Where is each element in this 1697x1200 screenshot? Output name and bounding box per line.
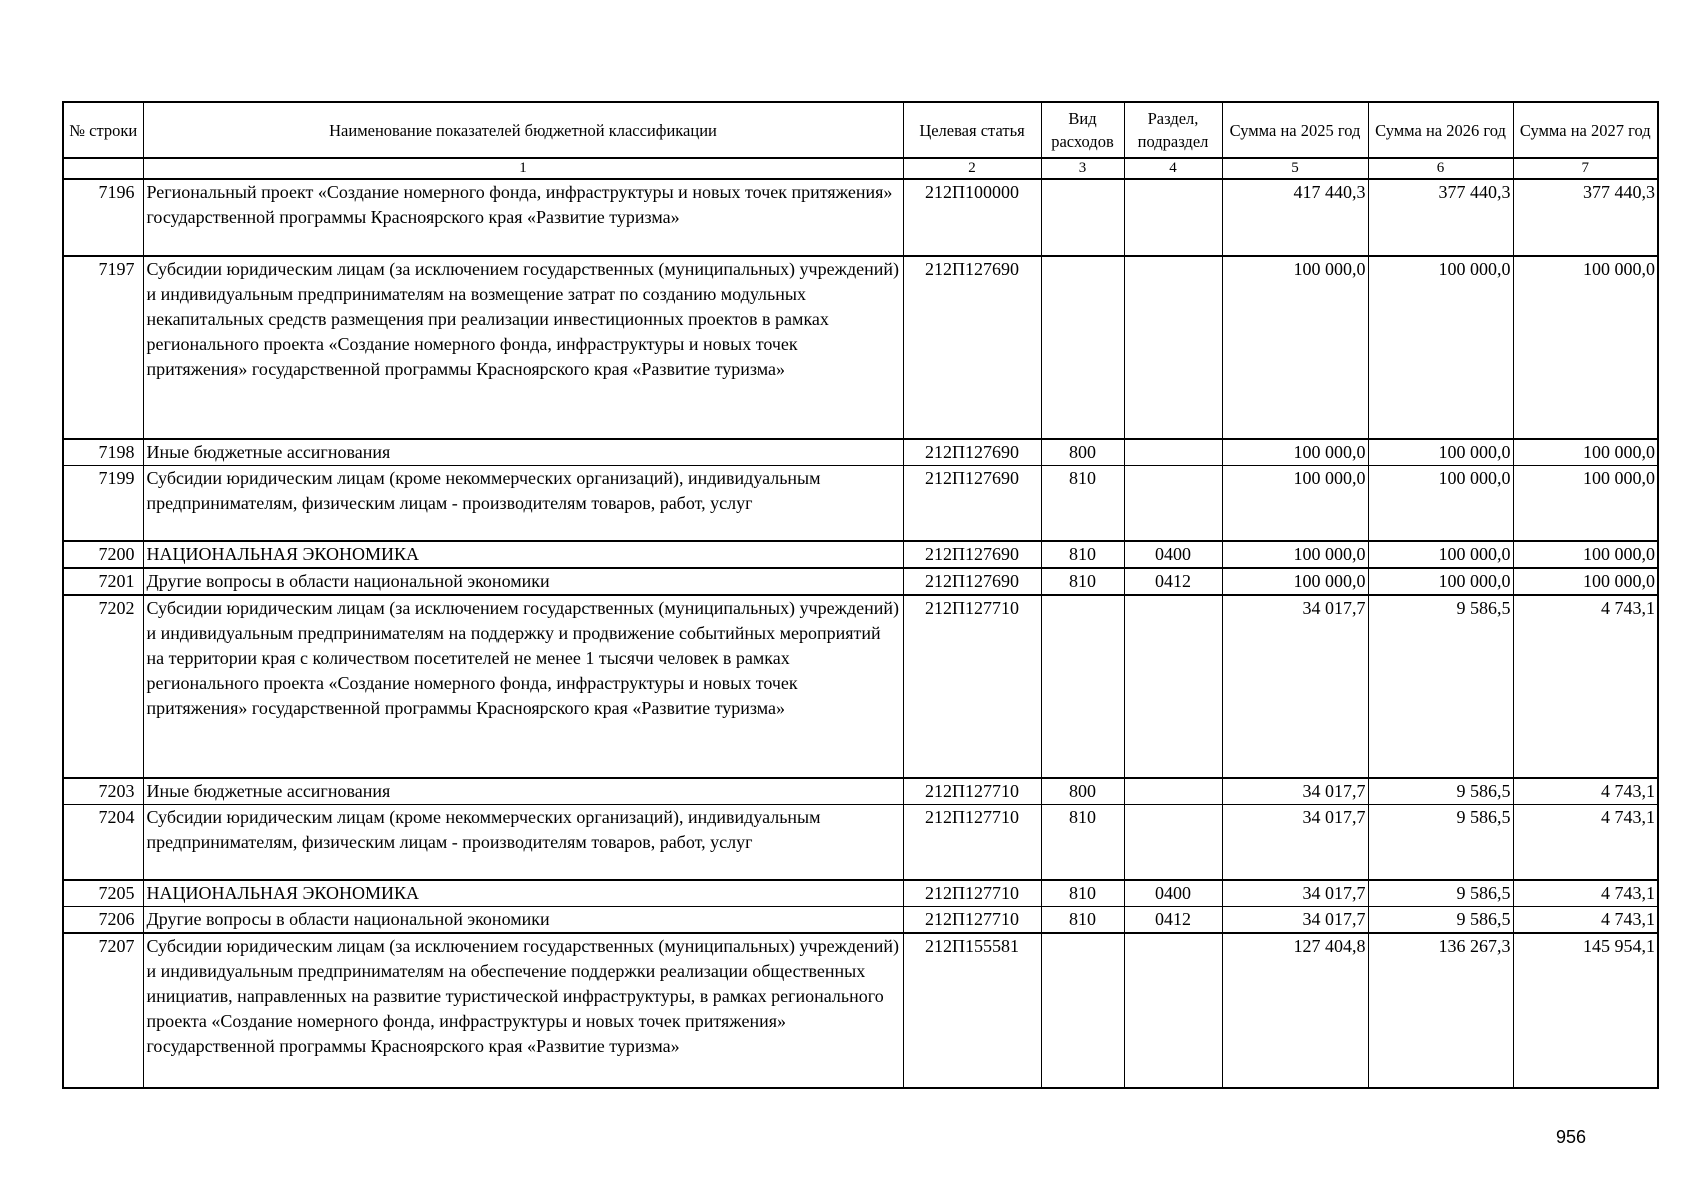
row-target: 212П127690	[903, 541, 1041, 568]
table-row	[63, 907, 1658, 934]
row-expense-type: 810	[1041, 880, 1124, 907]
row-name: Иные бюджетные ассигнования	[143, 778, 903, 805]
row-target: 212П127690	[903, 256, 1041, 439]
row-name: Региональный проект «Создание номерного фонда, инфраструктуры и новых точек притяжения» государственной программы Красноярского края «Развитие туризма»	[143, 179, 903, 256]
row-sum-2026: 136 267,3	[1368, 933, 1513, 1088]
row-section	[1124, 805, 1222, 881]
row-target: 212П127710	[903, 595, 1041, 778]
row-target: 212П127690	[903, 568, 1041, 595]
row-number: 7197	[63, 256, 143, 439]
table-header-row	[63, 102, 1658, 158]
row-sum-2025: 34 017,7	[1222, 907, 1368, 934]
row-name: НАЦИОНАЛЬНАЯ ЭКОНОМИКА	[143, 880, 903, 907]
header-sum-2025: Сумма на 2025 год	[1222, 102, 1368, 158]
row-sum-2027: 4 743,1	[1513, 595, 1658, 778]
row-number: 7199	[63, 466, 143, 542]
row-section	[1124, 933, 1222, 1088]
row-target: 212П100000	[903, 179, 1041, 256]
row-sum-2026: 100 000,0	[1368, 256, 1513, 439]
row-number: 7200	[63, 541, 143, 568]
row-section: 0400	[1124, 880, 1222, 907]
column-number: 4	[1124, 158, 1222, 179]
row-target: 212П127690	[903, 466, 1041, 542]
row-sum-2026: 377 440,3	[1368, 179, 1513, 256]
table-row	[63, 595, 1658, 778]
row-sum-2026: 9 586,5	[1368, 805, 1513, 881]
row-sum-2025: 34 017,7	[1222, 595, 1368, 778]
row-sum-2027: 4 743,1	[1513, 805, 1658, 881]
row-section: 0412	[1124, 568, 1222, 595]
header-section: Раздел, подраздел	[1124, 102, 1222, 158]
row-number: 7206	[63, 907, 143, 934]
row-sum-2026: 100 000,0	[1368, 466, 1513, 542]
row-section: 0400	[1124, 541, 1222, 568]
row-sum-2025: 100 000,0	[1222, 541, 1368, 568]
row-expense-type	[1041, 933, 1124, 1088]
row-sum-2026: 100 000,0	[1368, 439, 1513, 466]
row-sum-2025: 417 440,3	[1222, 179, 1368, 256]
table-row	[63, 439, 1658, 466]
row-sum-2025: 34 017,7	[1222, 880, 1368, 907]
row-name: Субсидии юридическим лицам (кроме некоммерческих организаций), индивидуальным предпринимателям, физическим лицам - производителям товаров, работ, услуг	[143, 805, 903, 881]
row-expense-type	[1041, 179, 1124, 256]
table-row	[63, 179, 1658, 256]
row-target: 212П155581	[903, 933, 1041, 1088]
row-target: 212П127710	[903, 880, 1041, 907]
row-sum-2026: 9 586,5	[1368, 778, 1513, 805]
row-name: Субсидии юридическим лицам (за исключением государственных (муниципальных) учреждений) и индивидуальным предпринимателям на поддержку и продвижение событийных мероприятий на территории края с количеством посетителей не менее 1 тысячи человек в рамках регионального проекта «Создание номерного фонда, инфраструктуры и новых точек притяжения» государственной программы Красноярского края «Развитие туризма»	[143, 595, 903, 778]
row-sum-2025: 100 000,0	[1222, 439, 1368, 466]
table-row	[63, 256, 1658, 439]
row-number: 7198	[63, 439, 143, 466]
row-expense-type	[1041, 256, 1124, 439]
row-target: 212П127710	[903, 805, 1041, 881]
row-sum-2027: 4 743,1	[1513, 880, 1658, 907]
row-sum-2025: 34 017,7	[1222, 805, 1368, 881]
row-number: 7201	[63, 568, 143, 595]
header-row-no: № строки	[63, 102, 143, 158]
row-target: 212П127710	[903, 907, 1041, 934]
table-row	[63, 568, 1658, 595]
row-sum-2027: 4 743,1	[1513, 907, 1658, 934]
row-number: 7204	[63, 805, 143, 881]
row-sum-2025: 127 404,8	[1222, 933, 1368, 1088]
column-number: 2	[903, 158, 1041, 179]
row-number: 7202	[63, 595, 143, 778]
column-number: 3	[1041, 158, 1124, 179]
header-sum-2026: Сумма на 2026 год	[1368, 102, 1513, 158]
row-sum-2027: 100 000,0	[1513, 466, 1658, 542]
row-number: 7196	[63, 179, 143, 256]
row-expense-type: 810	[1041, 568, 1124, 595]
row-name: Другие вопросы в области национальной экономики	[143, 568, 903, 595]
row-expense-type: 810	[1041, 466, 1124, 542]
row-sum-2027: 377 440,3	[1513, 179, 1658, 256]
row-expense-type: 810	[1041, 907, 1124, 934]
row-name: Субсидии юридическим лицам (за исключением государственных (муниципальных) учреждений) и индивидуальным предпринимателям на возмещение затрат по созданию модульных некапитальных средств размещения при реализации инвестиционных проектов в рамках регионального проекта «Создание номерного фонда, инфраструктуры и новых точек притяжения» государственной программы Красноярского края «Развитие туризма»	[143, 256, 903, 439]
row-sum-2025: 34 017,7	[1222, 778, 1368, 805]
column-number: 7	[1513, 158, 1658, 179]
row-expense-type: 800	[1041, 778, 1124, 805]
row-section	[1124, 778, 1222, 805]
row-name: Другие вопросы в области национальной экономики	[143, 907, 903, 934]
row-sum-2027: 100 000,0	[1513, 256, 1658, 439]
column-number-row	[63, 158, 1658, 179]
table-row	[63, 880, 1658, 907]
column-number: 1	[143, 158, 903, 179]
row-sum-2026: 9 586,5	[1368, 880, 1513, 907]
row-section	[1124, 466, 1222, 542]
row-section	[1124, 595, 1222, 778]
row-sum-2026: 9 586,5	[1368, 595, 1513, 778]
table-row	[63, 466, 1658, 542]
row-name: Субсидии юридическим лицам (кроме некоммерческих организаций), индивидуальным предпринимателям, физическим лицам - производителям товаров, работ, услуг	[143, 466, 903, 542]
row-section	[1124, 439, 1222, 466]
row-number: 7207	[63, 933, 143, 1088]
row-sum-2025: 100 000,0	[1222, 466, 1368, 542]
row-sum-2027: 4 743,1	[1513, 778, 1658, 805]
row-name: Субсидии юридическим лицам (за исключением государственных (муниципальных) учреждений) и индивидуальным предпринимателям на обеспечение поддержки реализации общественных инициатив, направленных на развитие туристической инфраструктуры, в рамках регионального проекта «Создание номерного фонда, инфраструктуры и новых точек притяжения» государственной программы Красноярского края «Развитие туризма»	[143, 933, 903, 1088]
row-expense-type: 810	[1041, 805, 1124, 881]
table-row	[63, 933, 1658, 1088]
row-sum-2026: 9 586,5	[1368, 907, 1513, 934]
row-section: 0412	[1124, 907, 1222, 934]
row-target: 212П127690	[903, 439, 1041, 466]
header-expense-type: Вид расходов	[1041, 102, 1124, 158]
row-sum-2027: 100 000,0	[1513, 541, 1658, 568]
row-sum-2027: 100 000,0	[1513, 568, 1658, 595]
row-sum-2027: 100 000,0	[1513, 439, 1658, 466]
row-sum-2025: 100 000,0	[1222, 568, 1368, 595]
row-sum-2026: 100 000,0	[1368, 541, 1513, 568]
header-name: Наименование показателей бюджетной классификации	[143, 102, 903, 158]
budget-table	[62, 101, 1659, 1089]
row-section	[1124, 179, 1222, 256]
table-row	[63, 778, 1658, 805]
page-number: 956	[1556, 1127, 1587, 1147]
row-expense-type	[1041, 595, 1124, 778]
header-target: Целевая статья	[903, 102, 1041, 158]
column-number	[63, 158, 143, 179]
column-number: 6	[1368, 158, 1513, 179]
table-row	[63, 805, 1658, 881]
row-target: 212П127710	[903, 778, 1041, 805]
row-name: НАЦИОНАЛЬНАЯ ЭКОНОМИКА	[143, 541, 903, 568]
column-number: 5	[1222, 158, 1368, 179]
row-expense-type: 810	[1041, 541, 1124, 568]
header-sum-2027: Сумма на 2027 год	[1513, 102, 1658, 158]
table-row	[63, 541, 1658, 568]
row-name: Иные бюджетные ассигнования	[143, 439, 903, 466]
row-sum-2027: 145 954,1	[1513, 933, 1658, 1088]
row-section	[1124, 256, 1222, 439]
row-sum-2025: 100 000,0	[1222, 256, 1368, 439]
row-number: 7203	[63, 778, 143, 805]
row-number: 7205	[63, 880, 143, 907]
row-sum-2026: 100 000,0	[1368, 568, 1513, 595]
row-expense-type: 800	[1041, 439, 1124, 466]
